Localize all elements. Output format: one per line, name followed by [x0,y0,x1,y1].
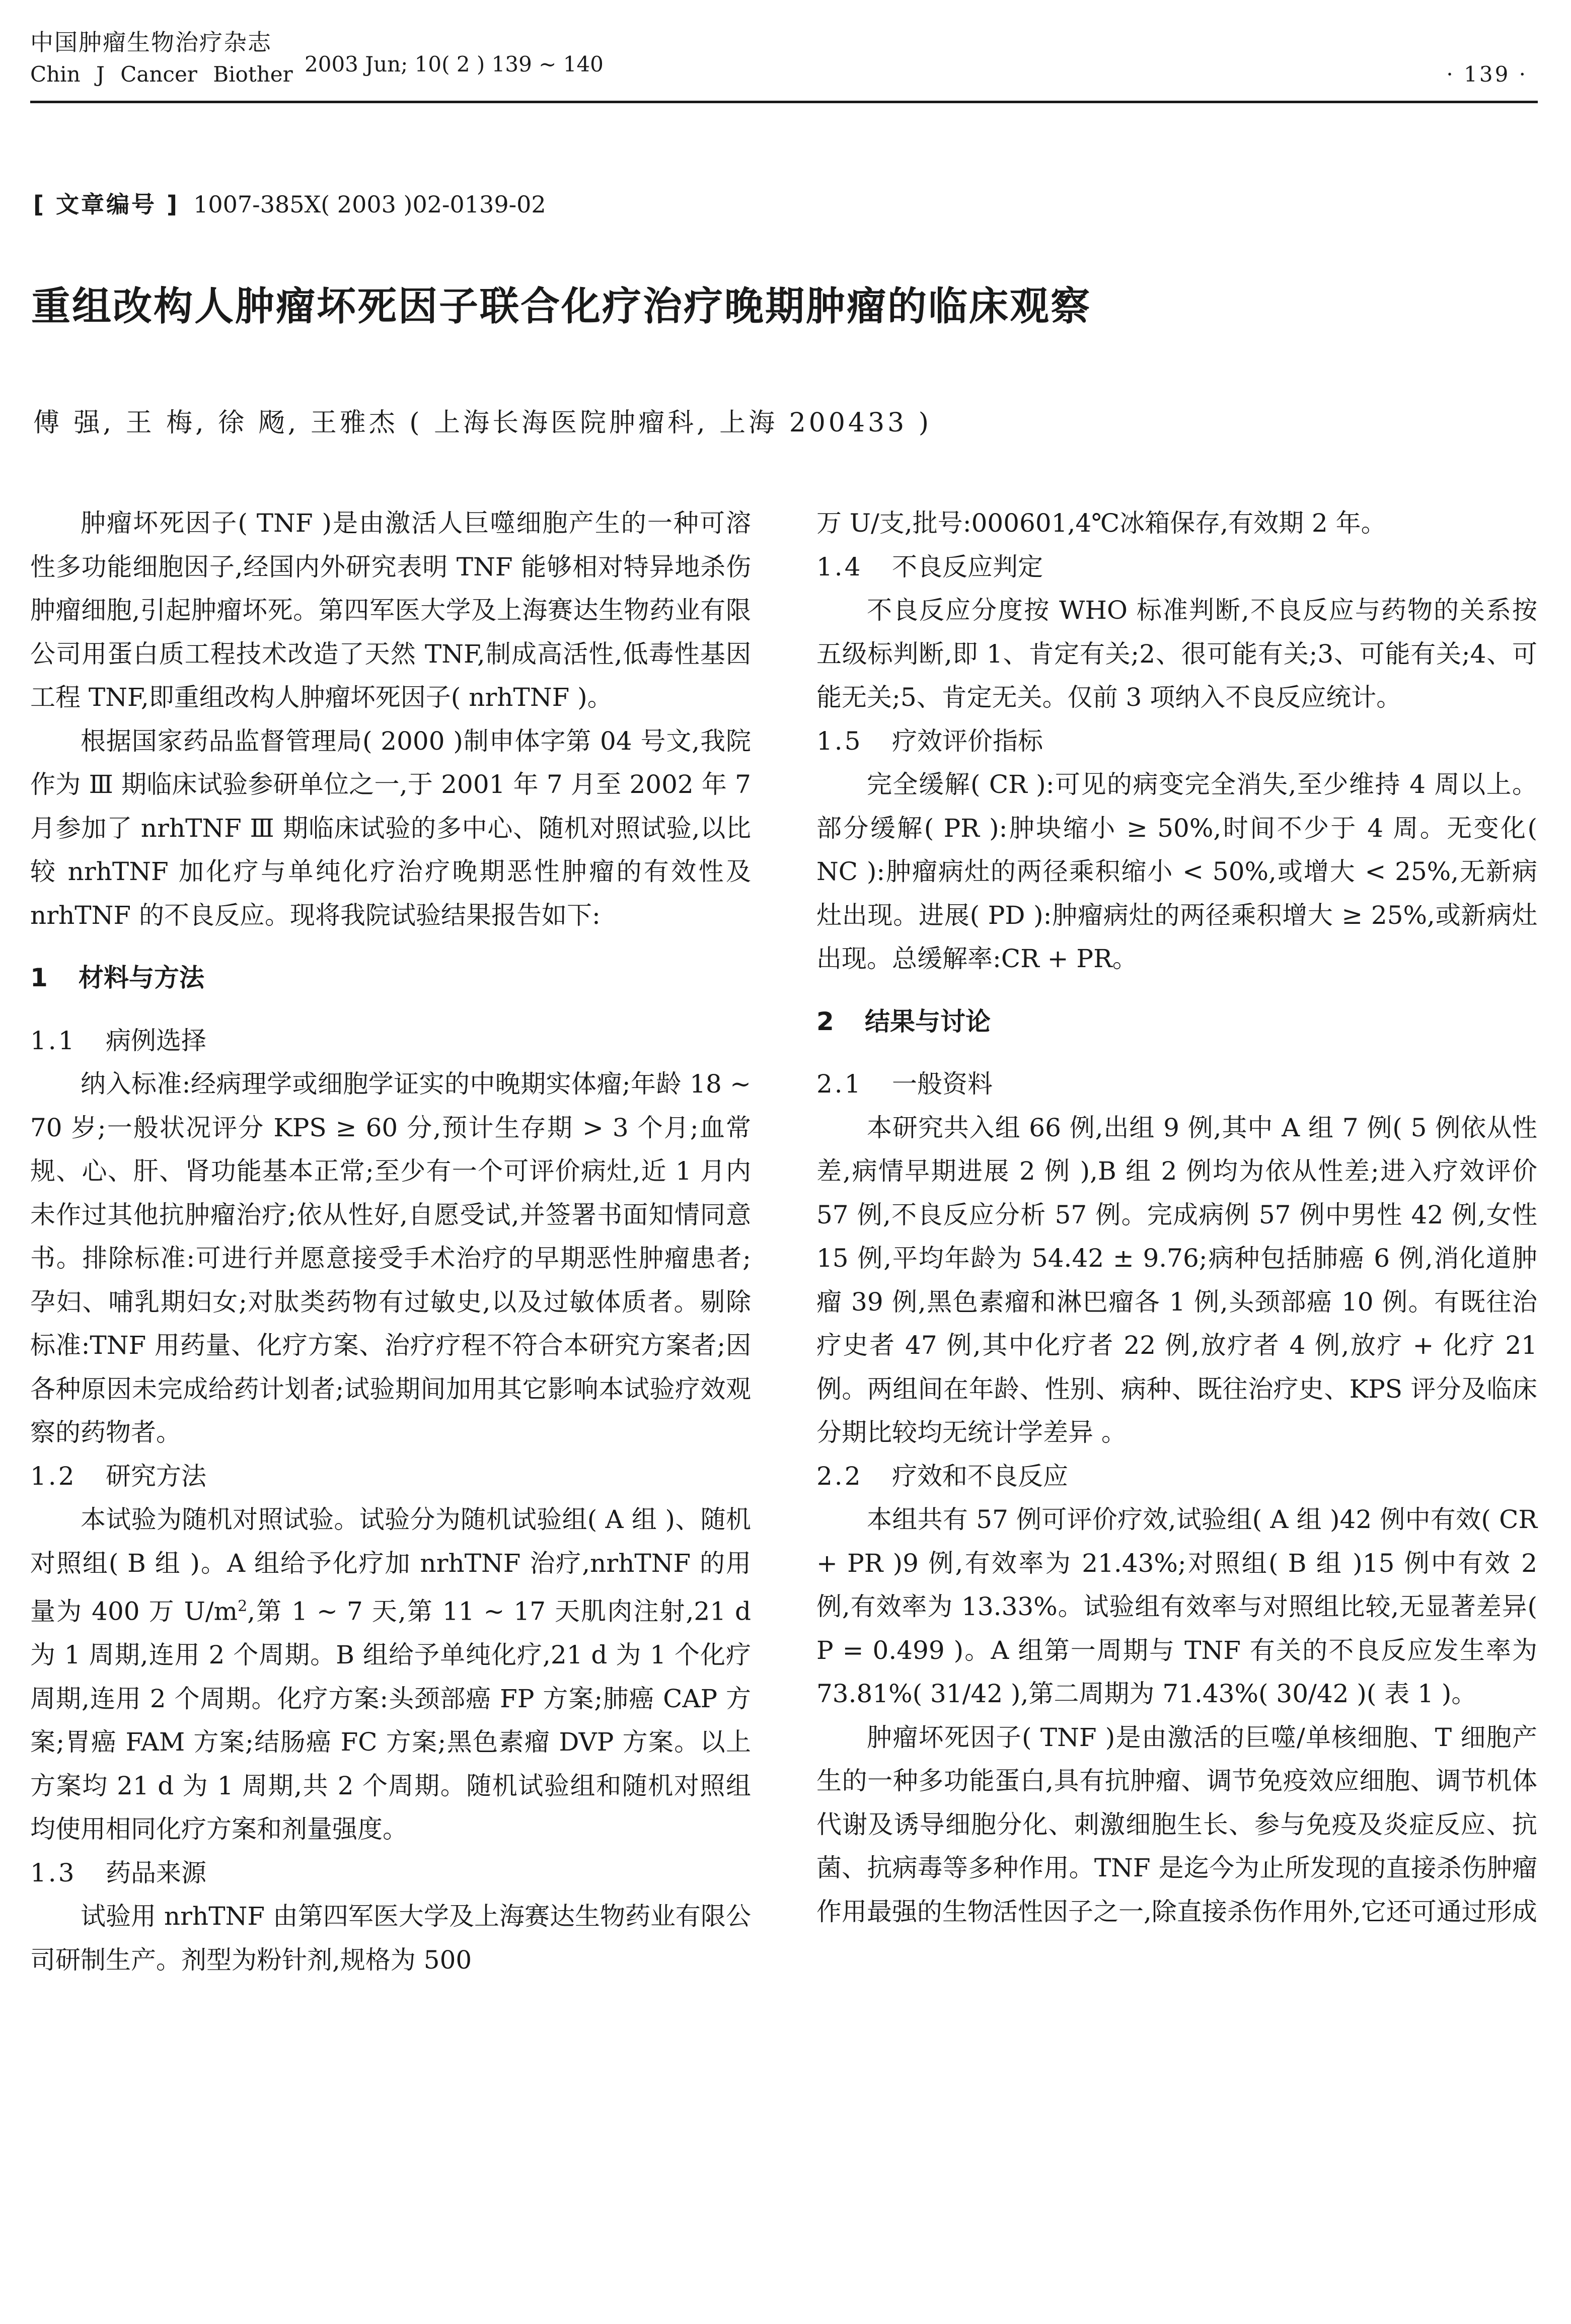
intro-paragraph-1: 肿瘤坏死因子( TNF )是由激活人巨噬细胞产生的一种可溶性多功能细胞因子,经国内外研究表明 TNF 能够相对特异地杀伤肿瘤细胞,引起肿瘤坏死。第四军医大学及上海赛达生物药业有限公司用蛋白质工程技术改造了天然 TNF,制成高活性,低毒性基因工程 TNF,即重组改构人肿瘤坏死因子( nrhTNF )。 [30,509,751,712]
section-heading-2 [816,1000,1537,1044]
subsection-number: 2.1 [816,1069,863,1099]
subsection-heading-1-4 [816,545,1537,589]
subsection-title: 疗效评价指标 [892,726,1043,756]
intro-paragraph-2: 根据国家药品监督管理局( 2000 )制申体字第 04 号文,我院作为 Ⅲ 期临床试验参研单位之一,于 2001 年 7 月至 2002 年 7 月参加了 nrhTNF Ⅲ 期临床试验的多中心、随机对照试验,以比较 nrhTNF 加化疗与单纯化疗治疗晚期恶性肿瘤的有效性及 nrhTNF 的不良反应。现将我院试验结果报告如下: [30,726,751,930]
adverse-reaction-paragraph: 不良反应分度按 WHO 标准判断,不良反应与药物的关系按五级标判断,即 1、肯定有关;2、很可能有关;3、可能有关;4、可能无关;5、肯定无关。仅前 3 项纳入不良反应统计。 [816,596,1537,712]
section-number: 2 [816,1006,834,1036]
subsection-number: 1.5 [816,726,863,756]
methods-paragraph [30,1498,751,1851]
article-title: 重组改构人肿瘤坏死因子联合化疗治疗晚期肿瘤的临床观察 [31,284,1092,329]
subsection-title: 研究方法 [106,1461,206,1491]
article-number-value: 1007-385X( 2003 )02-0139-02 [193,191,546,218]
issue-info: 2003 Jun; 10( 2 ) 139 ~ 140 [305,52,604,77]
subsection-heading-1-3 [30,1851,751,1895]
body-column-left [30,501,751,1982]
subsection-title: 一般资料 [892,1069,993,1099]
section-number: 1 [30,963,48,992]
methods-text-b: ,第 1 ~ 7 天,第 11 ~ 17 天肌肉注射,21 d 为 1 周期,连用 2 个周期。B 组给予单纯化疗,21 d 为 1 个化疗周期,连用 2 个周期。化疗方案:头颈部癌 FP 方案;肺癌 CAP 方案;胃癌 FAM 方案;结肠癌 FC 方案;黑色素瘤 DVP 方案。以上方案均 21 d 为 1 周期,共 2 个周期。随机试验组和随机对照组均使用相同化疗方案和剂量强度。 [30,1596,752,1844]
subsection-number: 1.2 [30,1461,77,1491]
case-selection-paragraph: 纳入标准:经病理学或细胞学证实的中晚期实体瘤;年龄 18 ~ 70 岁;一般状况评分 KPS ≥ 60 分,预计生存期 > 3 个月;血常规、心、肝、肾功能基本正常;至少有一个可评价病灶,近 1 月内未作过其他抗肿瘤治疗;依从性好,自愿受试,并签署书面知情同意书。排除标准:可进行并愿意接受手术治疗的早期恶性肿瘤患者;孕妇、哺乳期妇女;对肽类药物有过敏史,以及过敏体质者。剔除标准:TNF 用药量、化疗方案、治疗疗程不符合本研究方案者;因各种原因未完成给药计划者;试验期间加用其它影响本试验疗效观察的药物者。 [30,1069,751,1447]
efficacy-results-paragraph: 本组共有 57 例可评价疗效,试验组( A 组 )42 例中有效( CR + PR )9 例,有效率为 21.43%;对照组( B 组 )15 例中有效 2 例,有效率为 13.33%。试验组有效率与对照组比较,无显著差异( P = 0.499 )。A 组第一周期与 TNF 有关的不良反应发生率为 73.81%( 31/42 ),第二周期为 71.43%( 30/42 )( 表 1 )。 [816,1505,1537,1708]
subsection-heading-1-5 [816,719,1537,763]
subsection-number: 1.4 [816,552,863,582]
subsection-heading-1-2 [30,1455,751,1498]
journal-name-cn: 中国肿瘤生物治疗杂志 [30,29,272,56]
subsection-title: 药品来源 [106,1858,206,1887]
header-divider [30,101,1538,103]
subsection-number: 2.2 [816,1461,863,1491]
subsection-number: 1.3 [30,1858,77,1887]
section-title: 材料与方法 [79,963,204,992]
journal-name-en: Chin J Cancer Biother [30,62,293,87]
article-number [33,188,546,221]
article-number-label: [ 文章编号 ] [33,191,180,218]
section-title: 结果与讨论 [865,1006,991,1036]
subsection-title: 疗效和不良反应 [892,1461,1068,1491]
subsection-heading-2-1 [816,1062,1537,1106]
subsection-heading-2-2 [816,1455,1537,1498]
superscript-2: 2 [238,1597,248,1615]
methods-text-a: 本试验为随机对照试验。试验分为随机试验组( A 组 )、随机对照组( B 组 )。A 组给予化疗加 nrhTNF 治疗,nrhTNF 的用量为 400 万 U/m [30,1505,751,1626]
general-data-paragraph: 本研究共入组 66 例,出组 9 例,其中 A 组 7 例( 5 例依从性差,病情早期进展 2 例 ),B 组 2 例均为依从性差;进入疗效评价 57 例,不良反应分析 57 例。完成病例 57 例中男性 42 例,女性 15 例,平均年龄为 54.42 ± 9.76;病种包括肺癌 6 例,消化道肿瘤 39 例,黑色素瘤和淋巴瘤各 1 例,头颈部癌 10 例。有既往治疗史者 47 例,其中化疗者 22 例,放疗者 4 例,放疗 + 化疗 21 例。两组间在年龄、性别、病种、既往治疗史、KPS 评分及临床分期比较均无统计学差异 。 [816,1113,1537,1447]
drug-source-continuation: 万 U/支,批号:000601,4℃冰箱保存,有效期 2 年。 [816,509,1386,538]
subsection-title: 不良反应判定 [892,552,1043,582]
subsection-title: 病例选择 [106,1026,206,1055]
author-line: 傅 强, 王 梅, 徐 飏, 王雅杰 ( 上海长海医院肿瘤科, 上海 200433 ) [33,408,932,438]
journal-name [30,26,293,91]
subsection-number: 1.1 [30,1026,77,1055]
body-column-right [816,501,1537,1933]
efficacy-criteria-paragraph: 完全缓解( CR ):可见的病变完全消失,至少维持 4 周以上。部分缓解( PR ):肿块缩小 ≥ 50%,时间不少于 4 周。无变化( NC ):肿瘤病灶的两径乘积缩小 < 50%,或增大 < 25%,无新病灶出现。进展( PD ):肿瘤病灶的两径乘积增大 ≥ 25%,或新病灶出现。总缓解率:CR + PR。 [816,770,1537,973]
page-number: · 139 · [1446,62,1528,87]
drug-source-paragraph: 试验用 nrhTNF 由第四军医大学及上海赛达生物药业有限公司研制生产。剂型为粉针剂,规格为 500 [30,1902,751,1975]
running-header [30,26,1538,107]
discussion-paragraph: 肿瘤坏死因子( TNF )是由激活的巨噬/单核细胞、T 细胞产生的一种多功能蛋白,具有抗肿瘤、调节免疫效应细胞、调节机体代谢及诱导细胞分化、刺激细胞生长、参与免疫及炎症反应、抗菌、抗病毒等多种作用。TNF 是迄今为止所发现的直接杀伤肿瘤作用最强的生物活性因子之一,除直接杀伤作用外,它还可通过形成 [816,1722,1537,1926]
section-heading-1 [30,956,751,1000]
subsection-heading-1-1 [30,1019,751,1063]
